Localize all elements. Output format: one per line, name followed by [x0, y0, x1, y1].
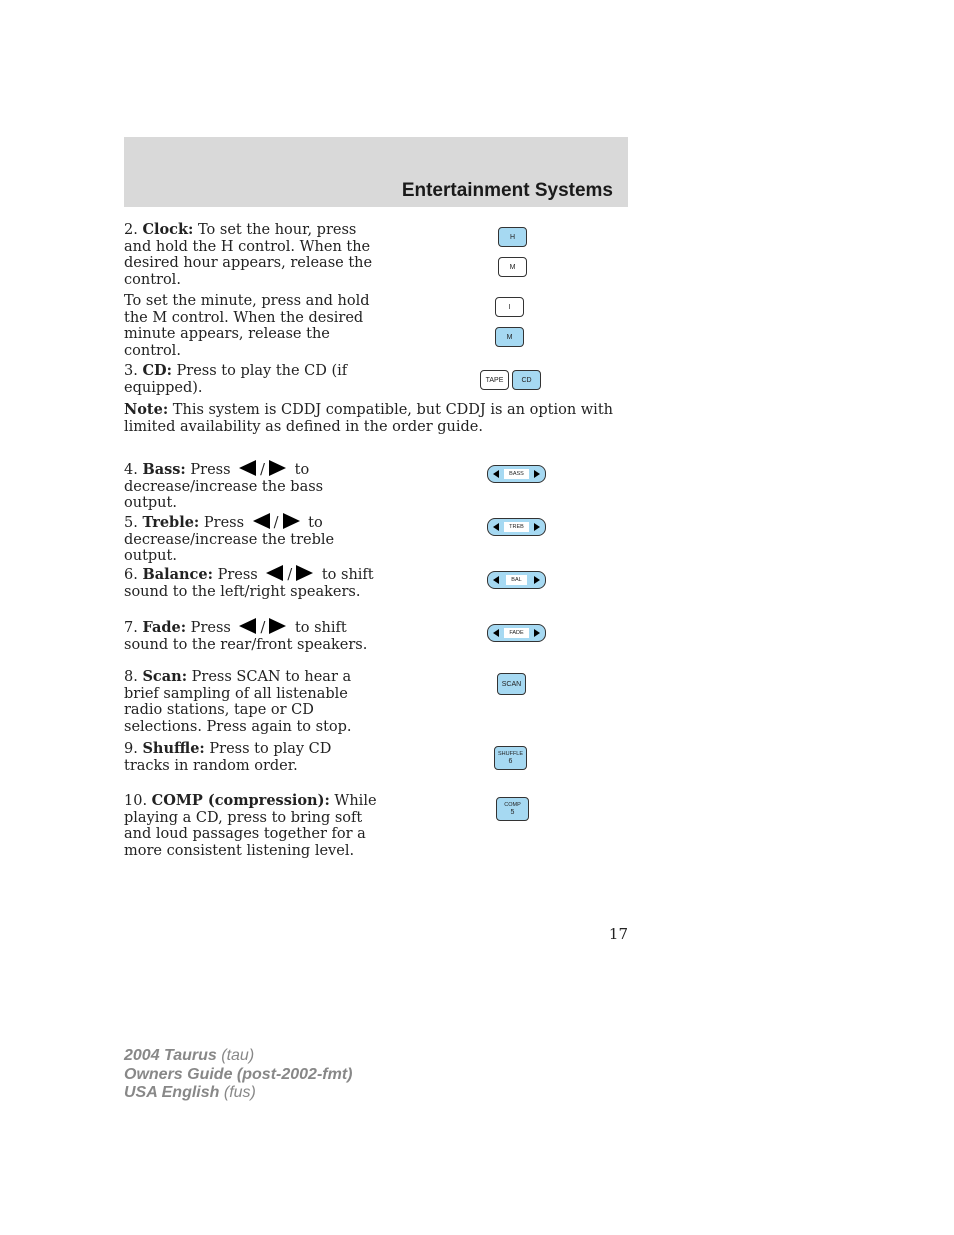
hour-button-alt[interactable]: I [495, 297, 524, 317]
minute-button[interactable]: M [498, 257, 527, 277]
cd-button[interactable]: CD [512, 370, 541, 390]
left-arrow-icon[interactable] [493, 523, 499, 531]
clock-paragraph: 2. Clock: To set the hour, press and hold the H control. When the desired hour appears, release the control. [124, 221, 373, 288]
treble-control[interactable]: TREB [487, 518, 546, 536]
left-arrow-icon [253, 513, 270, 529]
minute-button-active[interactable]: M [495, 327, 524, 347]
right-arrow-icon [269, 618, 286, 634]
balance-control[interactable]: BAL [487, 571, 546, 589]
document-footer: 2004 Taurus (tau) Owners Guide (post-2002-fmt) USA English (fus) [124, 1047, 353, 1101]
right-arrow-icon [269, 460, 286, 476]
left-arrow-icon[interactable] [493, 629, 499, 637]
page-number: 17 [608, 925, 628, 943]
balance-paragraph: 6. Balance: Press / to shift sound to the left/right speakers. [124, 566, 374, 600]
scan-paragraph: 8. Scan: Press SCAN to hear a brief sampling of all listenable radio stations, tape or CD selections. Press again to stop. [124, 668, 352, 735]
hour-button[interactable]: H [498, 227, 527, 247]
right-arrow-icon[interactable] [534, 523, 540, 531]
fade-paragraph: 7. Fade: Press / to shift sound to the rear/front speakers. [124, 619, 368, 653]
left-arrow-icon[interactable] [493, 470, 499, 478]
right-arrow-icon[interactable] [534, 470, 540, 478]
note-paragraph: Note: This system is CDDJ compatible, but CDDJ is an option with limited availability as defined in the order guide. [124, 401, 613, 435]
section-title: Entertainment Systems [401, 180, 613, 201]
right-arrow-icon [296, 565, 313, 581]
right-arrow-icon[interactable] [534, 629, 540, 637]
fade-control[interactable]: FADE [487, 624, 546, 642]
left-arrow-icon [239, 460, 256, 476]
left-arrow-icon [266, 565, 283, 581]
bass-paragraph: 4. Bass: Press / to decrease/increase the bass output. [124, 461, 324, 511]
right-arrow-icon[interactable] [534, 576, 540, 584]
scan-button[interactable]: SCAN [497, 673, 526, 695]
comp-button[interactable]: COMP 5 [496, 797, 529, 821]
shuffle-paragraph: 9. Shuffle: Press to play CD tracks in random order. [124, 740, 332, 774]
bass-control[interactable]: BASS [487, 465, 546, 483]
clock-minute-paragraph: To set the minute, press and hold the M control. When the desired minute appears, release the control. [124, 293, 370, 359]
cd-paragraph: 3. CD: Press to play the CD (if equipped). [124, 362, 348, 396]
section-header-bar [124, 137, 628, 207]
tape-button[interactable]: TAPE [480, 370, 509, 390]
left-arrow-icon[interactable] [493, 576, 499, 584]
treble-paragraph: 5. Treble: Press / to decrease/increase the treble output. [124, 514, 335, 564]
shuffle-button[interactable]: SHUFFLE 6 [494, 746, 527, 770]
comp-paragraph: 10. COMP (compression): While playing a CD, press to bring soft and loud passages together for a more consistent listening level. [124, 792, 377, 859]
right-arrow-icon [283, 513, 300, 529]
left-arrow-icon [239, 618, 256, 634]
